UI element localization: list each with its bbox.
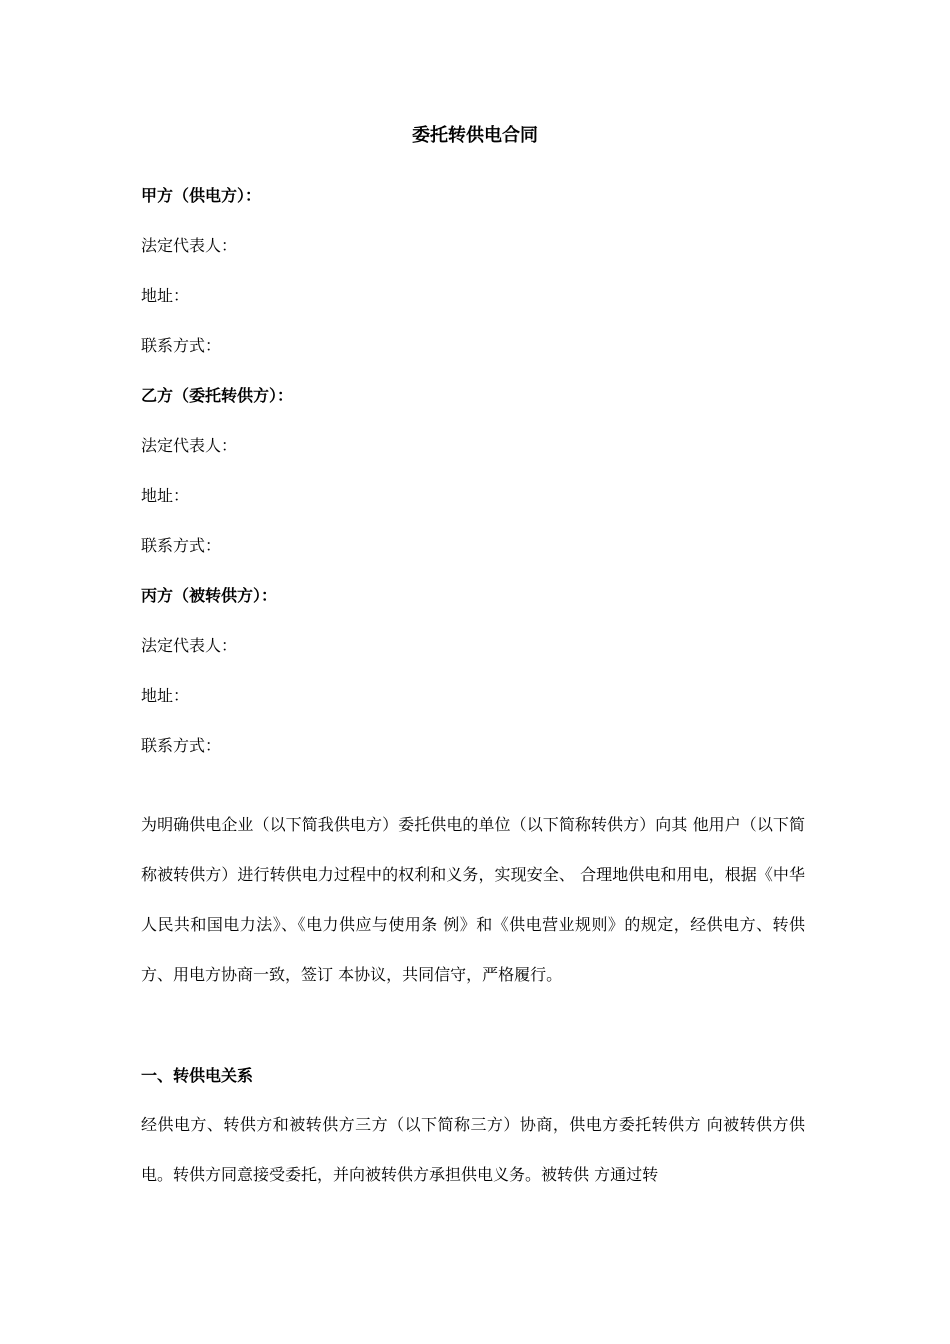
section-1-heading: 一、转供电关系 [141,1066,254,1085]
party-c-address: 地址： [141,686,190,705]
party-b-heading: 乙方（委托转供方）： [141,386,294,405]
party-b-address: 地址： [141,486,190,505]
party-b-legal-rep: 法定代表人： [141,436,238,455]
party-c-heading: 丙方（被转供方）： [141,586,278,605]
document-title: 委托转供电合同 [412,125,538,146]
party-a-address: 地址： [141,286,190,305]
preamble-paragraph: 为明确供电企业（以下简我供电方）委托供电的单位（以下简称转供方）向其 他用户（以下简称被转供方）进行转供电力过程中的权利和义务，实现安全、 合理地供电和用电，根据《中华人民共和国电力法》、《电力供应与使用条 例》和《供电营业规则》的规定，经供电方、转供方、用电方协商一致，签订 本协议，共同信守，严格履行。 [141,815,805,984]
party-a-contact: 联系方式： [141,336,222,355]
party-c-contact: 联系方式： [141,736,222,755]
party-b-contact: 联系方式： [141,536,222,555]
party-c-legal-rep: 法定代表人： [141,636,238,655]
section-1-body: 经供电方、转供方和被转供方三方（以下简称三方）协商，供电方委托转供方 向被转供方供电。转供方同意接受委托，并向被转供方承担供电义务。被转供 方通过转 [141,1115,805,1184]
party-a-legal-rep: 法定代表人： [141,236,238,255]
party-a-heading: 甲方（供电方）： [141,186,262,205]
